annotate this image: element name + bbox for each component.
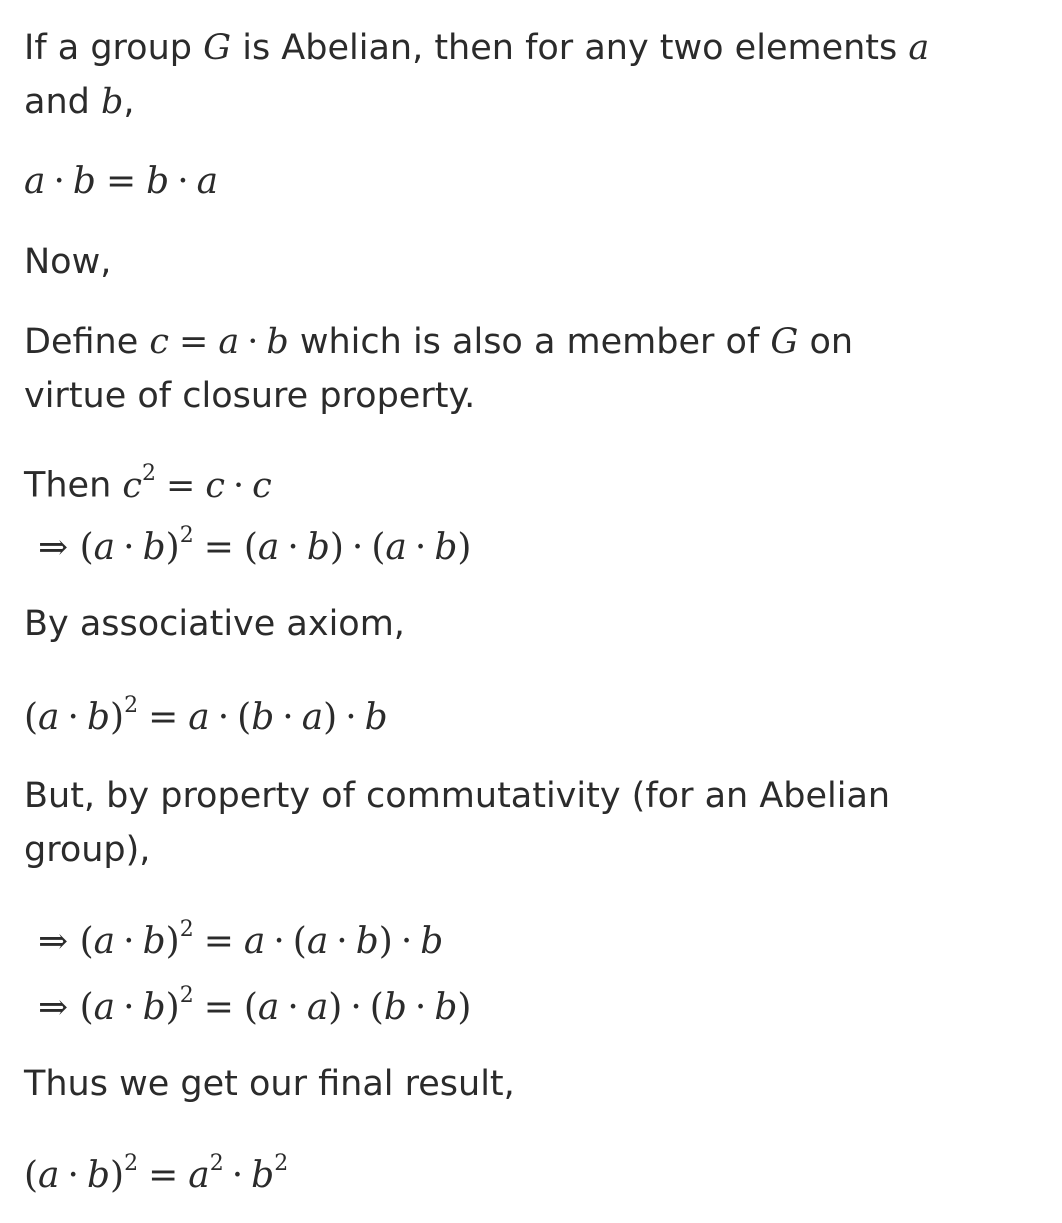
equation-expand: ⇒ $(a \cdot b)^2 = (a \cdot b) \cdot (a \cdot b)$ xyxy=(38,523,472,568)
intro-line-2 xyxy=(24,80,1042,124)
equation-swap: ⇒ $(a \cdot b)^2 = a \cdot (a \cdot b) \cdot b$ xyxy=(38,917,444,962)
equation-associative: $(a \cdot b)^2 = a \cdot (b \cdot a) \cdot b$ xyxy=(24,693,388,738)
math-var-g: G xyxy=(203,28,232,68)
commutativity-line-1: But, by property of commutativity (for an Abelian xyxy=(24,776,891,816)
then-text: Then xyxy=(24,465,123,506)
intro-text-4: , xyxy=(123,82,135,122)
define-text-3: on xyxy=(798,322,854,362)
intro-text-1: If a group xyxy=(24,28,204,68)
define-line-2: virtue of closure property. xyxy=(24,376,476,416)
then-math: $c^2 = c \cdot c$ xyxy=(122,461,272,506)
define-math: c = a · b xyxy=(149,322,289,362)
define-line-1: Define c = a · b which is also a member of G on xyxy=(24,322,854,362)
equation-commutative: a · b = b · a xyxy=(24,161,219,202)
intro-line-1 xyxy=(24,26,1042,70)
intro-text-2: is Abelian, then for any two elements xyxy=(231,28,909,68)
define-text-1: Define xyxy=(24,322,150,362)
intro-text-3: and xyxy=(24,82,101,122)
math-var-b: b xyxy=(100,82,124,122)
define-text-2: which is also a member of xyxy=(288,322,771,362)
final-text: Thus we get our final result, xyxy=(24,1064,515,1104)
equation-regroup: ⇒ $(a \cdot b)^2 = (a \cdot a) \cdot (b \cdot b)$ xyxy=(38,983,472,1028)
math-var-a: a xyxy=(908,28,930,68)
then-line xyxy=(24,456,1042,508)
associative-text: By associative axiom, xyxy=(24,604,405,644)
now-text: Now, xyxy=(24,242,112,282)
commutativity-line-2: group), xyxy=(24,830,151,870)
equation-final-result: $(a \cdot b)^2 = a^2 \cdot b^2$ xyxy=(24,1151,289,1196)
